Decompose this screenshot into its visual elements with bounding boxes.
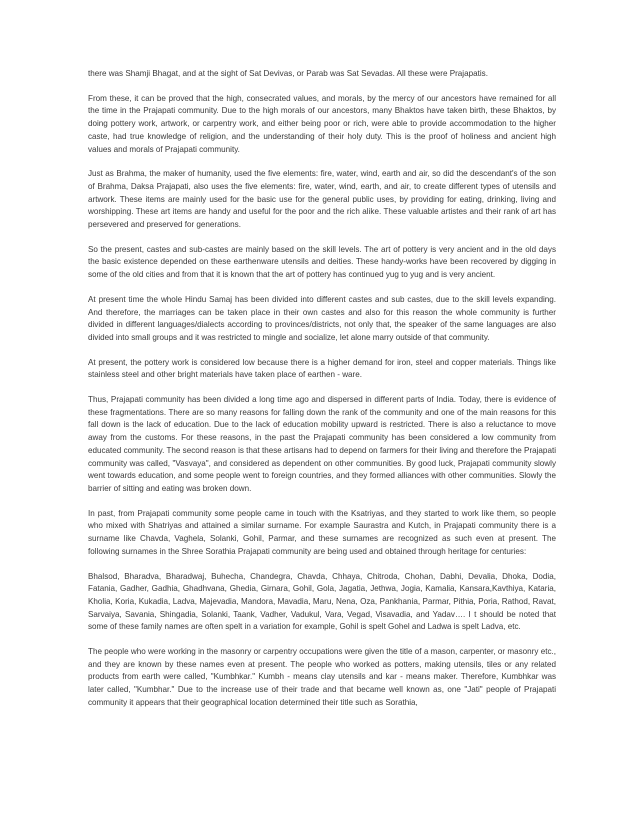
paragraph-6: At present, the pottery work is considered low because there is a higher demand for iron, steel and copper materials. Things like stainless steel and other bright materials have taken place of earthen - ware.	[88, 357, 556, 380]
paragraph-8: In past, from Prajapati community some people came in touch with the Ksatriyas, and they started to work like them, so people who mixed with Shatriyas and attained a similar surname. For example Saurastra and Kutch, in Prajapati community there is a surname like Chavda, Vaghela, Solanki, Gohil, Parmar, and these surnames are recognized as such even at present. The following surnames in the Shree Sorathia Prajapati community are being used and obtained through heritage for centuries:	[88, 508, 556, 556]
paragraph-1: there was Shamji Bhagat, and at the sight of Sat Devivas, or Parab was Sat Sevadas. All these were Prajapatis.	[88, 69, 488, 78]
document-body	[88, 68, 556, 722]
paragraph-2: From these, it can be proved that the high, consecrated values, and morals, by the mercy of our ancestors have remained for all the time in the Prajapati community. Due to the high morals of our ancestors, many Bhaktos have taken birth, these Bhaktos, by doing pottery work, artwork, or carpentry work, and either being poor or rich, were able to provide accommodation to the higher caste, had true knowledge of religion, and the understanding of their holy duty. This is the proof of holiness and ancient high values and morals of Prajapati community.	[88, 93, 556, 154]
paragraph-7: Thus, Prajapati community has been divided a long time ago and dispersed in different parts of India. Today, there is evidence of these fragmentations. There are so many reasons for falling down the rank of the community and one of the main reasons for this fall down is the lack of education. Due to the lack of education mobility upward is restricted. There is also a reluctance to move away from the customs. For these reasons, in the past the Prajapati community has been considered a low community from educated community. The second reason is that these artisans had to depend on farmers for their living and therefore the Prajapati community was called, "Vasvaya", and considered as dependent on other communities. By good luck, Prajapati community slowly went towards education, and some people went to foreign countries, and they formed alliances with other communities. Slowly the barrier of sitting and eating was broken down.	[88, 395, 556, 493]
paragraph-3: Just as Brahma, the maker of humanity, used the five elements: fire, water, wind, earth and air, so did the descendant's of the son of Brahma, Daksa Prajapati, also uses the five elements: fire, water, wind, earth, and air, to create different types of utensils and artwork. These items are mainly used for the basic use for the general public uses, by providing for eating, drinking, living and worshipping. These art items are handy and useful for the poor and the rich alike. These valuable artistes and their rank of art has persevered and preserved for generations.	[88, 169, 556, 230]
paragraph-5: At present time the whole Hindu Samaj has been divided into different castes and sub castes, due to the skill levels expanding. And therefore, the marriages can be taken place in their own castes and also for this reason the whole community is further divided in different languages/dialects according to provinces/districts, not only that, the speaker of the same languages are also divided into small groups and it was restricted to mingle and socialize, let alone marry outside of that community.	[88, 294, 556, 342]
paragraph-4: So the present, castes and sub-castes are mainly based on the skill levels. The art of pottery is very ancient and in the old days the basic existence depended on these earthenware utensils and deities. These handy-works have been recovered by digging in some of the old cities and from that it is known that the art of pottery has continued yug to yug and is very ancient.	[88, 244, 556, 280]
paragraph-9-surname-list: Bhalsod, Bharadva, Bharadwaj, Buhecha, Chandegra, Chavda, Chhaya, Chitroda, Chohan, Dabhi, Devalia, Dhoka, Dodia, Fatania, Gadher, Gadhia, Ghadhvana, Ghedia, Girnara, Gohil, Gola, Jagatia, Jethwa, Jogia, Kamalia, Kansara,Kavthiya, Kataria, Kholia, Koria, Kukadia, Ladva, Majevadia, Mandora, Mavadia, Maru, Nena, Oza, Pankhania, Parmar, Pithia, Poria, Rathod, Ravat, Sarvaiya, Savania, Shingadia, Solanki, Taank, Vadher, Vadukul, Vara, Vegad, Visavadia, and Yadav…. I t should be noted that some of these family names are often spelt in a variation for example, Gohil is spelt Gohel and Ladwa is spelt Ladva, etc.	[88, 571, 556, 632]
paragraph-10: The people who were working in the masonry or carpentry occupations were given the title of a mason, carpenter, or masonry etc., and they are known by these names even at present. The people who worked as potters, making utensils, tiles or any related products from earth were called, "Kumbhkar." Kumbh - means clay utensils and kar - means maker. Therefore, Kumbhkar was later called, "Kumbhar." Due to the increase use of their trade and that became well known as, one "Jati" people of Prajapati community it appears that their geographical location determined their title such as Sorathia,	[88, 647, 556, 707]
